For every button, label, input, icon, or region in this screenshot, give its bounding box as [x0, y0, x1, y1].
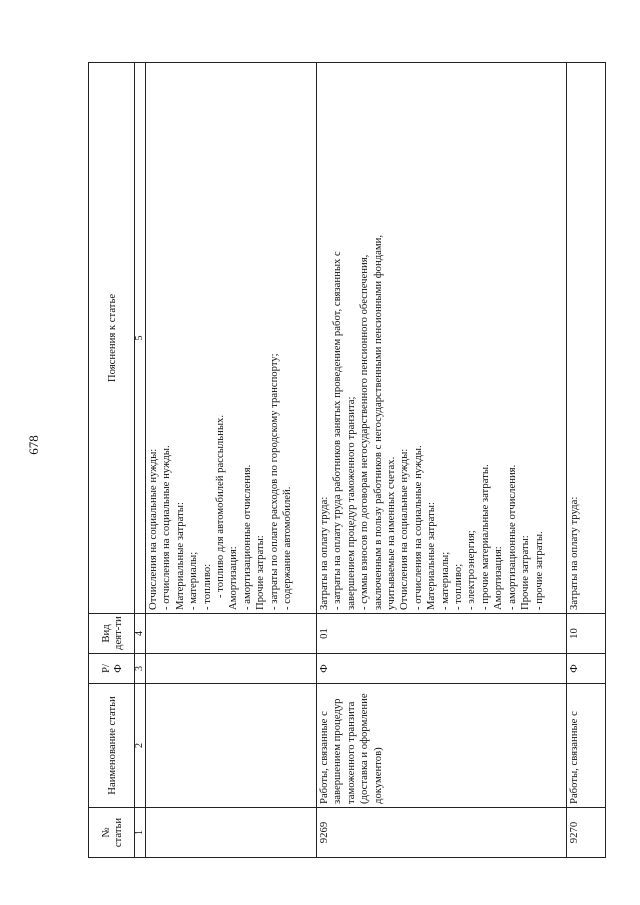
cell-num [146, 808, 317, 858]
explanation-line: - топливо; [452, 563, 465, 610]
column-number: 3 [135, 654, 146, 684]
explanation-line: - амортизационные отчисления. [240, 464, 253, 610]
item-name-line: завершением процедур [331, 698, 344, 804]
column-number: 2 [135, 684, 146, 808]
item-explanation [317, 63, 567, 614]
item-explanation: Затраты на оплату труда: [567, 63, 606, 614]
item-activity-type: 10 [567, 614, 606, 654]
item-rf: Ф [567, 654, 606, 684]
explanation-line: - амортизационные отчисления. [505, 464, 518, 610]
explanation-line: завершением процедур таможенного транзита; [344, 396, 357, 610]
header-rf-line2: Ф [111, 664, 124, 673]
table-row-9270 [567, 63, 606, 858]
header-rf [89, 654, 135, 684]
header-explanations: Пояснения к статье [89, 63, 135, 614]
cell-rf [146, 654, 317, 684]
explanation-line: Материальные затраты: [173, 502, 186, 610]
item-number: 9270 [567, 808, 606, 858]
column-number: 5 [135, 63, 146, 614]
item-name-line: таможенного транзита [344, 701, 357, 804]
item-name-line: (доставка и оформление [358, 693, 371, 804]
cell-vid [146, 614, 317, 654]
explanation-line: - затраты на оплату труда работников занятых проведением работ, связанных с [331, 251, 344, 610]
explanation-line: - прочие затраты. [532, 531, 545, 610]
header-rf-line1: Р/ [99, 664, 112, 673]
explanation-line: - топливо для автомобилей рассыльных. [214, 414, 227, 598]
rotated-table-container [88, 63, 606, 858]
explanation-line: Прочие затраты: [254, 535, 267, 610]
item-activity-type: 01 [317, 614, 567, 654]
header-num-line2: статьи [111, 817, 124, 848]
table-row-9269 [317, 63, 567, 858]
explanation-line: заключенным в пользу работников с негосударственными пенсионными фондами, [371, 234, 384, 610]
explanation-line: - отчисления на социальные нужды. [411, 445, 424, 610]
cell-name [146, 684, 317, 808]
header-num-line1: № [99, 827, 112, 838]
column-number: 1 [135, 808, 146, 858]
page-number: 678 [26, 435, 41, 455]
column-number-row [135, 63, 146, 858]
item-number: 9269 [317, 808, 567, 858]
explanation-line: - прочие материальные затраты. [478, 464, 491, 610]
item-name [317, 684, 567, 808]
item-name-line: Работы, связанные с [318, 711, 330, 804]
header-vid-line2: деят-ти [111, 616, 124, 650]
explanation-line: Затраты на оплату труда: [318, 496, 330, 610]
header-vid-line1: Вид [99, 624, 112, 643]
table-row-continuation [146, 63, 317, 858]
explanation-line: - содержание автомобилей. [281, 486, 294, 610]
header-item-name: Наименование статьи [89, 684, 135, 808]
explanation-line: Амортизация: [227, 546, 240, 610]
explanation-line: Отчисления на социальные нужды: [398, 448, 411, 610]
explanation-line: Амортизация: [492, 546, 505, 610]
item-name: Работы, связанные с [567, 684, 606, 808]
header-activity-type [89, 614, 135, 654]
explanation-line: Материальные затраты: [425, 502, 438, 610]
explanation-line: - материалы; [438, 551, 451, 610]
table-header-row [89, 63, 135, 858]
explanation-line: - топливо: [200, 563, 213, 610]
explanation-line: - суммы взносов по договорам негосударственного пенсионного обеспечения, [358, 254, 371, 610]
item-name-line: документов) [371, 747, 384, 804]
explanation-line: Прочие затраты: [519, 535, 532, 610]
cell-explanation [146, 63, 317, 614]
column-number: 4 [135, 614, 146, 654]
item-rf: Ф [317, 654, 567, 684]
explanation-line: - электроэнергия; [465, 530, 478, 610]
expense-items-table [88, 62, 606, 858]
explanation-line: - материалы; [187, 551, 200, 610]
explanation-line: учитываемые на именных счетах. [385, 456, 398, 610]
explanation-line: - отчисления на социальные нужды. [160, 445, 173, 610]
explanation-line: - затраты по оплате расходов по городскому транспорту; [267, 353, 280, 610]
explanation-line: Отчисления на социальные нужды: [147, 448, 159, 610]
header-item-number [89, 808, 135, 858]
